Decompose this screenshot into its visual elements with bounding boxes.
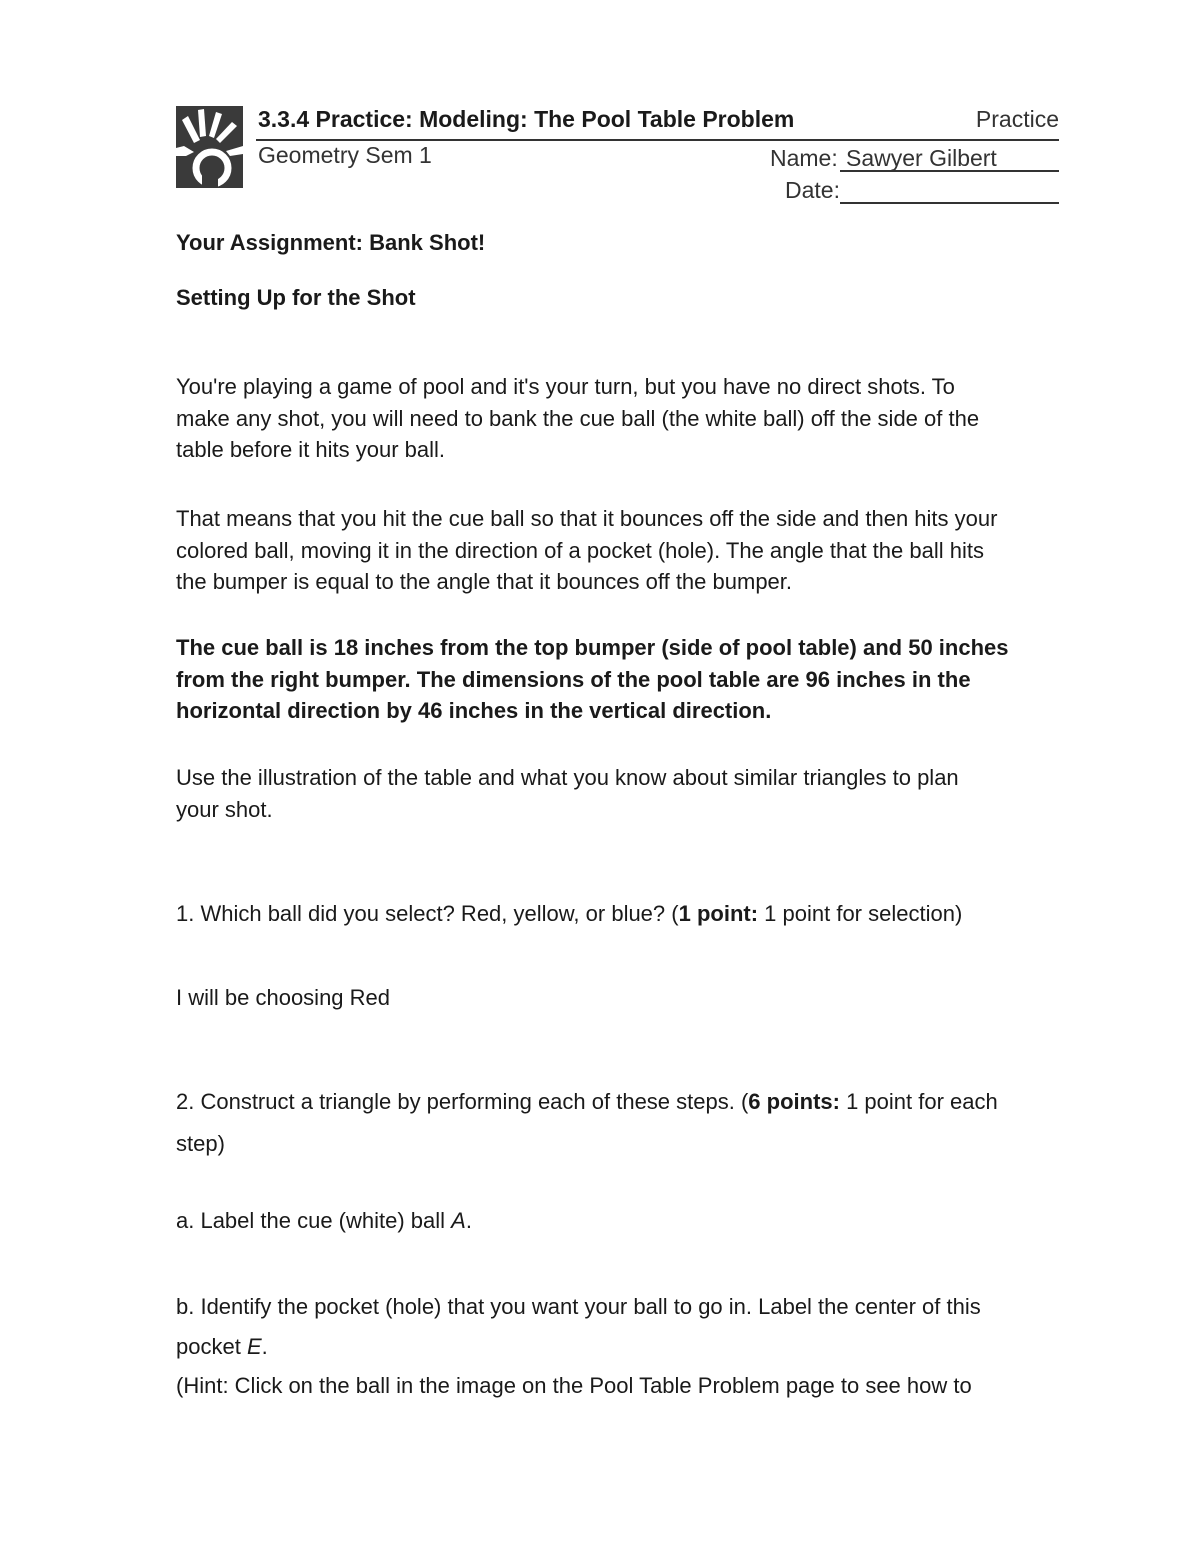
question-2-points: 6 points: bbox=[748, 1089, 840, 1114]
step-b-text-cont: pocket bbox=[176, 1334, 247, 1359]
step-a bbox=[176, 1205, 1066, 1237]
date-label: Date: bbox=[785, 177, 840, 203]
name-label: Name: bbox=[770, 145, 838, 171]
step-a-end: . bbox=[465, 1208, 472, 1233]
question-1 bbox=[176, 898, 1066, 930]
step-a-variable: A bbox=[451, 1208, 466, 1233]
course-name: Geometry Sem 1 bbox=[258, 142, 432, 168]
assignment-heading: Your Assignment: Bank Shot! bbox=[176, 230, 486, 255]
intro-paragraph: You're playing a game of pool and it's your turn, but you have no direct shots. To make any shot, you will need to bank the cue ball (the white ball) off the side of the table before it hits your ball. bbox=[176, 374, 980, 462]
question-2-prompt: 2. Construct a triangle by performing each of these steps. ( bbox=[176, 1089, 749, 1114]
instruction-paragraph: Use the illustration of the table and what you know about similar triangles to plan your shot. bbox=[176, 765, 959, 822]
document-title: 3.3.4 Practice: Modeling: The Pool Table Problem bbox=[258, 106, 795, 132]
question-2-suffix-cont: step) bbox=[176, 1131, 225, 1156]
step-b-text: b. Identify the pocket (hole) that you want your ball to go in. Label the center of this bbox=[176, 1294, 981, 1319]
step-a-text: a. Label the cue (white) ball bbox=[176, 1208, 452, 1233]
question-1-suffix: 1 point for selection) bbox=[758, 901, 963, 926]
question-1-answer[interactable]: I will be choosing Red bbox=[176, 985, 391, 1010]
question-2 bbox=[176, 1081, 1066, 1165]
section-subheading: Setting Up for the Shot bbox=[176, 285, 416, 310]
hint-text: (Hint: Click on the ball in the image on the Pool Table Problem page to see how to bbox=[176, 1373, 972, 1398]
bank-shot-paragraph: That means that you hit the cue ball so that it bounces off the side and then hits your colored ball, moving it in the direction of a pocket (hole). The angle that the ball hits the bumper is equal to the angle that it bounces off the bumper. bbox=[176, 506, 998, 594]
question-1-points: 1 point: bbox=[678, 901, 759, 926]
question-1-prompt: 1. Which ball did you select? Red, yellow, or blue? ( bbox=[176, 901, 679, 926]
step-b-end: . bbox=[261, 1334, 268, 1359]
document-type-label: Practice bbox=[975, 106, 1059, 132]
date-field[interactable] bbox=[840, 178, 1059, 204]
name-field[interactable]: Sawyer Gilbert bbox=[840, 145, 1059, 172]
dimensions-paragraph: The cue ball is 18 inches from the top bumper (side of pool table) and 50 inches from the right bumper. The dimensions of the pool table are 96 inches in the horizontal direction by 46 inches in the vertical direction. bbox=[176, 635, 1009, 723]
step-b-variable: E bbox=[246, 1334, 262, 1359]
header-divider bbox=[256, 139, 1059, 141]
school-logo bbox=[176, 106, 243, 188]
step-b bbox=[176, 1287, 1066, 1367]
question-2-suffix: 1 point for each bbox=[839, 1089, 998, 1114]
